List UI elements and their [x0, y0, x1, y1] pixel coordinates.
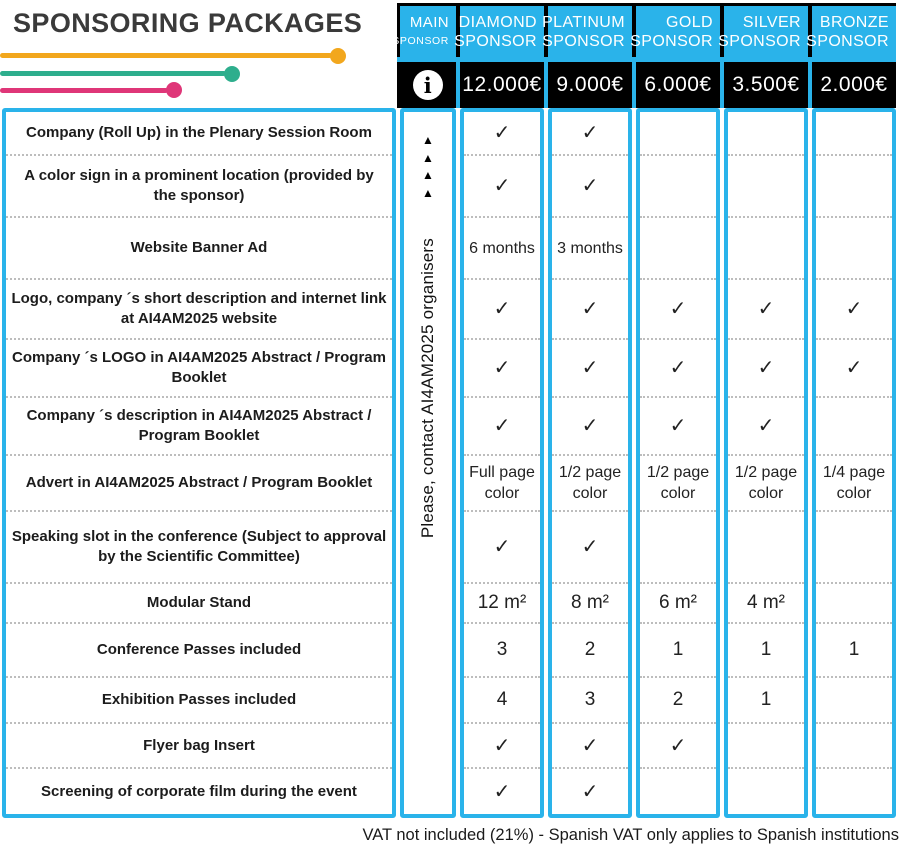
- value-text: 1: [848, 639, 860, 660]
- price-cell-diamond: 12.000€: [460, 62, 544, 108]
- value-cell-silver: [728, 340, 804, 398]
- value-cell-bronze: [816, 678, 892, 724]
- value-text: ✓: [845, 298, 863, 320]
- feature-cell: [6, 280, 392, 340]
- value-cell-diamond: [464, 340, 540, 398]
- price-cell-silver: 3.500€: [724, 62, 808, 108]
- value-cell-bronze: [816, 218, 892, 280]
- value-cell-platinum: [552, 624, 628, 678]
- sponsor-column-silver: [724, 108, 808, 818]
- value-cell-bronze: [816, 280, 892, 340]
- value-text: 1/2 page color: [646, 464, 710, 502]
- value-text: 2: [584, 639, 596, 660]
- price-gutter: [632, 57, 636, 108]
- price-cell-platinum: 9.000€: [548, 62, 632, 108]
- value-text: 8 m²: [571, 592, 609, 613]
- column-header-tier: DIAMOND: [458, 13, 537, 31]
- value-cell-diamond: [464, 724, 540, 769]
- value-cell-platinum: [552, 456, 628, 512]
- sponsor-column-diamond: [460, 108, 544, 818]
- feature-label: Screening of corporate film during the event: [41, 782, 357, 800]
- feature-cell: [6, 512, 392, 584]
- value-text: Full page color: [469, 464, 535, 502]
- column-header-word: SPONSOR: [542, 32, 625, 50]
- column-header-silver: [718, 6, 808, 57]
- value-cell-platinum: [552, 398, 628, 456]
- value-text: 3 months: [557, 239, 623, 257]
- value-text: 4 m²: [747, 592, 785, 613]
- value-cell-gold: [640, 112, 716, 156]
- value-text: ✓: [581, 536, 599, 558]
- value-text: 12 m²: [477, 592, 527, 613]
- price-gutter: [456, 57, 460, 108]
- feature-label: Flyer bag Insert: [143, 736, 255, 754]
- column-header-tier: SILVER: [742, 13, 801, 31]
- value-text: ✓: [581, 122, 599, 144]
- value-text: 1/2 page color: [558, 464, 622, 502]
- value-text: 1: [672, 639, 684, 660]
- value-text: ✓: [493, 734, 511, 757]
- value-cell-platinum: [552, 112, 628, 156]
- column-header-main: [392, 6, 456, 57]
- value-cell-bronze: [816, 584, 892, 624]
- price-gutter: [720, 57, 724, 108]
- value-text: 1: [760, 639, 772, 660]
- decor-dot-pink: [166, 82, 182, 98]
- value-cell-silver: [728, 456, 804, 512]
- feature-label: Website Banner Ad: [130, 239, 268, 256]
- feature-cell: [6, 584, 392, 624]
- value-text: 1: [760, 689, 772, 710]
- column-header-tier: MAIN: [409, 13, 449, 31]
- price-gutter: [808, 57, 812, 108]
- value-cell-silver: [728, 280, 804, 340]
- value-cell-bronze: [816, 512, 892, 584]
- value-cell-gold: [640, 678, 716, 724]
- value-text: ✓: [581, 357, 599, 379]
- value-cell-diamond: [464, 218, 540, 280]
- decor-line-teal: [0, 71, 226, 76]
- value-cell-silver: [728, 512, 804, 584]
- value-text: ✓: [581, 175, 599, 197]
- value-text: ✓: [669, 298, 687, 320]
- feature-cell: [6, 456, 392, 512]
- up-triangles-icon: ▲ ▲ ▲ ▲: [422, 133, 434, 200]
- value-text: ✓: [493, 536, 511, 558]
- value-cell-platinum: [552, 156, 628, 218]
- price-cell-gold: 6.000€: [636, 62, 720, 108]
- feature-cell: [6, 398, 392, 456]
- value-cell-gold: [640, 280, 716, 340]
- value-cell-gold: [640, 218, 716, 280]
- column-header-tier: BRONZE: [819, 13, 889, 31]
- features-column: [2, 108, 396, 818]
- value-cell-bronze: [816, 769, 892, 814]
- value-cell-bronze: [816, 456, 892, 512]
- feature-label: Advert in AI4AM2025 Abstract / Program Booklet: [25, 474, 373, 491]
- value-text: ✓: [669, 734, 687, 757]
- value-cell-bronze: [816, 340, 892, 398]
- value-text: ✓: [669, 415, 687, 437]
- feature-label: Logo, company ´s short description and internet link at AI4AM2025 website: [11, 290, 387, 327]
- value-text: ✓: [581, 780, 599, 803]
- column-header-word: SPONSOR: [630, 32, 713, 50]
- value-cell-bronze: [816, 624, 892, 678]
- value-cell-diamond: [464, 156, 540, 218]
- value-text: ✓: [493, 415, 511, 437]
- value-cell-platinum: [552, 584, 628, 624]
- price-gutter: [544, 57, 548, 108]
- feature-label: Company (Roll Up) in the Plenary Session Room: [26, 124, 372, 141]
- value-cell-diamond: [464, 624, 540, 678]
- value-cell-diamond: [464, 584, 540, 624]
- sponsor-column-gold: [636, 108, 720, 818]
- feature-label: Conference Passes included: [96, 641, 302, 658]
- info-icon: i: [413, 70, 443, 100]
- price-cell-main: [400, 62, 456, 108]
- value-text: ✓: [845, 357, 863, 379]
- value-text: ✓: [493, 175, 511, 197]
- value-cell-diamond: [464, 456, 540, 512]
- main-sponsor-note: Please, contact AI4AM2025 organisers: [418, 237, 437, 539]
- value-cell-silver: [728, 218, 804, 280]
- value-cell-diamond: [464, 512, 540, 584]
- decor-dot-teal: [224, 66, 240, 82]
- feature-cell: [6, 112, 392, 156]
- value-cell-gold: [640, 624, 716, 678]
- value-cell-platinum: [552, 340, 628, 398]
- value-text: ✓: [581, 734, 599, 757]
- value-cell-diamond: [464, 769, 540, 814]
- value-text: 2: [672, 689, 684, 710]
- column-header-tier: GOLD: [666, 13, 713, 31]
- value-cell-silver: [728, 769, 804, 814]
- value-text: 1/4 page color: [822, 464, 886, 502]
- value-cell-bronze: [816, 724, 892, 769]
- value-text: 3: [584, 689, 596, 710]
- value-cell-diamond: [464, 678, 540, 724]
- value-text: ✓: [493, 780, 511, 803]
- feature-cell: [6, 769, 392, 814]
- column-header-tier: PLATINUM: [542, 13, 625, 31]
- value-text: ✓: [757, 298, 775, 320]
- feature-cell: [6, 724, 392, 769]
- value-text: ✓: [669, 357, 687, 379]
- decor-dot-orange: [330, 48, 346, 64]
- value-text: 6 months: [469, 239, 535, 257]
- value-text: ✓: [493, 298, 511, 320]
- value-cell-platinum: [552, 280, 628, 340]
- value-cell-bronze: [816, 156, 892, 218]
- value-cell-gold: [640, 156, 716, 218]
- value-text: ✓: [581, 298, 599, 320]
- value-cell-platinum: [552, 769, 628, 814]
- feature-label: Speaking slot in the conference (Subject to approval by the Scientific Committee): [11, 528, 387, 565]
- value-text: ✓: [581, 415, 599, 437]
- feature-cell: [6, 678, 392, 724]
- column-header-bronze: [806, 6, 896, 57]
- value-text: ✓: [757, 415, 775, 437]
- value-text: 3: [496, 639, 508, 660]
- vat-note: VAT not included (21%) - Spanish VAT only applies to Spanish institutions: [362, 826, 899, 844]
- value-cell-silver: [728, 156, 804, 218]
- value-cell-silver: [728, 624, 804, 678]
- feature-label: A color sign in a prominent location (provided by the sponsor): [24, 167, 374, 204]
- value-cell-gold: [640, 724, 716, 769]
- decor-line-pink: [0, 88, 168, 93]
- value-cell-diamond: [464, 398, 540, 456]
- value-text: ✓: [757, 357, 775, 379]
- sponsor-column-platinum: [548, 108, 632, 818]
- main-sponsor-column: [400, 108, 456, 818]
- value-cell-platinum: [552, 724, 628, 769]
- value-cell-silver: [728, 398, 804, 456]
- value-cell-gold: [640, 340, 716, 398]
- page-title: SPONSORING PACKAGES: [13, 8, 363, 38]
- feature-label: Company ´s LOGO in AI4AM2025 Abstract / Program Booklet: [12, 349, 386, 386]
- value-text: 4: [496, 689, 508, 710]
- feature-label: Company ´s description in AI4AM2025 Abstract / Program Booklet: [26, 407, 372, 444]
- value-cell-gold: [640, 456, 716, 512]
- value-cell-platinum: [552, 678, 628, 724]
- value-cell-silver: [728, 724, 804, 769]
- feature-label: Exhibition Passes included: [101, 691, 297, 708]
- feature-cell: [6, 624, 392, 678]
- value-cell-bronze: [816, 112, 892, 156]
- value-cell-platinum: [552, 218, 628, 280]
- value-cell-gold: [640, 584, 716, 624]
- column-header-gold: [630, 6, 720, 57]
- table-header-panel: [392, 3, 896, 108]
- value-cell-platinum: [552, 512, 628, 584]
- value-text: ✓: [493, 122, 511, 144]
- value-cell-silver: [728, 584, 804, 624]
- column-header-word: SPONSOR: [454, 32, 537, 50]
- column-header-word: SPONSOR: [806, 32, 889, 50]
- value-cell-gold: [640, 769, 716, 814]
- column-header-word: SPONSOR: [392, 34, 449, 47]
- feature-cell: [6, 156, 392, 218]
- feature-label: Modular Stand: [146, 594, 252, 611]
- value-cell-diamond: [464, 280, 540, 340]
- value-cell-gold: [640, 512, 716, 584]
- feature-cell: [6, 218, 392, 280]
- value-text: 1/2 page color: [734, 464, 798, 502]
- value-cell-silver: [728, 678, 804, 724]
- value-cell-gold: [640, 398, 716, 456]
- value-text: 6 m²: [659, 592, 697, 613]
- value-cell-bronze: [816, 398, 892, 456]
- value-text: ✓: [493, 357, 511, 379]
- price-cell-bronze: 2.000€: [812, 62, 896, 108]
- feature-cell: [6, 340, 392, 398]
- value-cell-silver: [728, 112, 804, 156]
- value-cell-diamond: [464, 112, 540, 156]
- decor-line-orange: [0, 53, 332, 58]
- column-header-platinum: [542, 6, 632, 57]
- sponsor-column-bronze: [812, 108, 896, 818]
- column-header-diamond: [454, 6, 544, 57]
- column-header-word: SPONSOR: [718, 32, 801, 50]
